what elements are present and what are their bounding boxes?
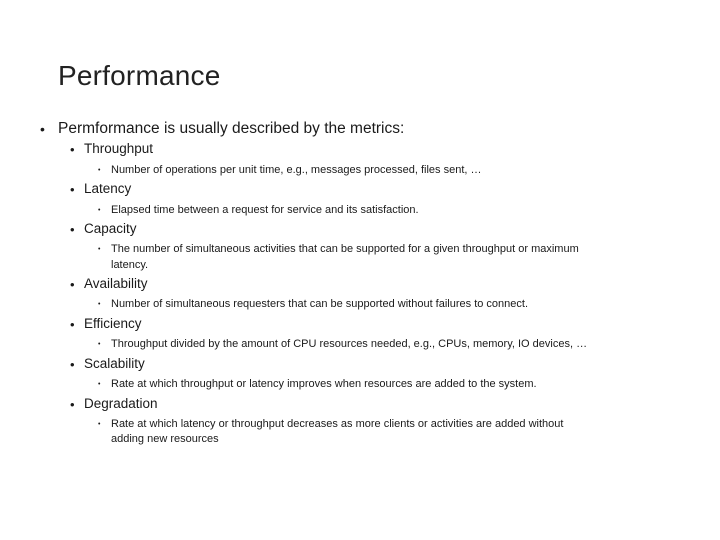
bullet-dot-icon: • <box>98 207 101 214</box>
metric-latency-name: Latency <box>84 181 132 196</box>
metric-throughput-detail: Number of operations per unit time, e.g., messages processed, files sent, … <box>111 164 482 176</box>
metric-scalability-name: Scalability <box>84 356 145 371</box>
bullet-dot-icon: • <box>70 397 75 412</box>
metric-latency-detail: Elapsed time between a request for service and its satisfaction. <box>111 204 419 216</box>
bullet-dot-icon: • <box>98 246 101 253</box>
bullet-dot-icon: • <box>70 182 75 197</box>
metric-efficiency-detail: Throughput divided by the amount of CPU resources needed, e.g., CPUs, memory, IO devices, … <box>111 338 588 350</box>
bullet-dot-icon: • <box>98 381 101 388</box>
bullet-dot-icon: • <box>98 341 101 348</box>
bullet-dot-icon: • <box>70 357 75 372</box>
metric-availability-detail: Number of simultaneous requesters that can be supported without failures to connect. <box>111 298 529 310</box>
metric-degradation-name: Degradation <box>84 396 158 411</box>
metric-degradation-detail-cont: adding new resources <box>111 433 219 445</box>
bullet-dot-icon: • <box>70 142 75 157</box>
bullet-dot-icon: • <box>70 317 75 332</box>
intro-text: Permformance is usually described by the metrics: <box>58 120 405 137</box>
bullet-dot-icon: • <box>70 222 75 237</box>
metric-degradation-detail: Rate at which latency or throughput decreases as more clients or activities are added without <box>111 418 564 430</box>
bullet-dot-icon: • <box>98 421 101 428</box>
bullet-dot-icon: • <box>70 277 75 292</box>
bullet-dot-icon: • <box>98 167 101 174</box>
metric-capacity-detail-cont: latency. <box>111 259 149 271</box>
bullet-dot-icon: • <box>40 121 45 137</box>
bullet-dot-icon: • <box>98 301 101 308</box>
metric-capacity-name: Capacity <box>84 221 137 236</box>
metric-efficiency-name: Efficiency <box>84 316 142 331</box>
metric-availability-name: Availability <box>84 276 148 291</box>
metric-throughput-name: Throughput <box>84 141 154 156</box>
slide-title: Performance <box>58 60 221 91</box>
metric-scalability-detail: Rate at which throughput or latency improves when resources are added to the system. <box>111 378 537 390</box>
metric-capacity-detail: The number of simultaneous activities that can be supported for a given throughput or maximum <box>111 243 579 255</box>
